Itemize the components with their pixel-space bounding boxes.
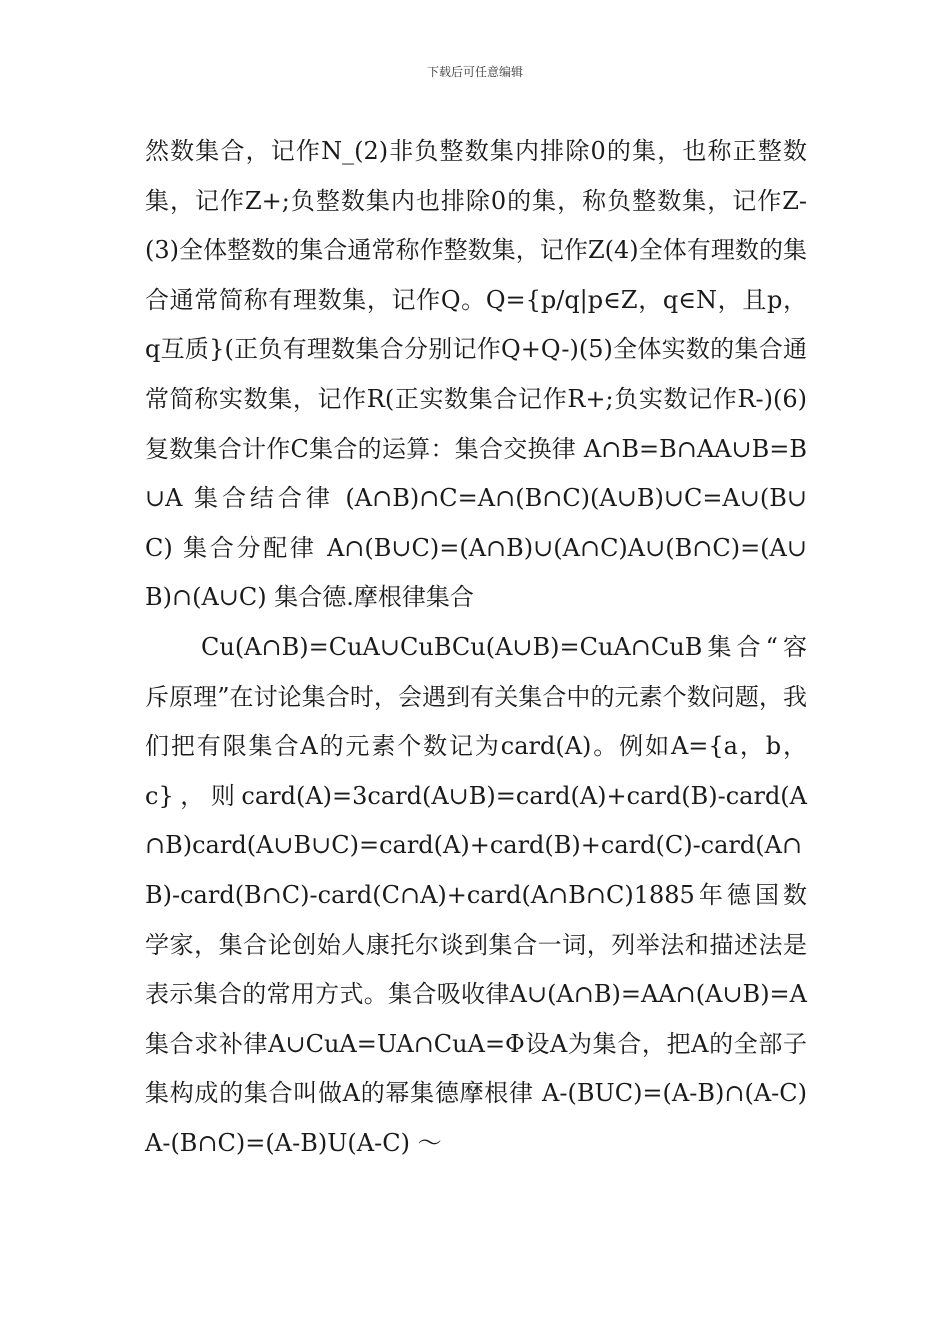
page-header-note: 下载后可任意编辑: [426, 65, 523, 79]
paragraph-inclusion-exclusion: Cu(A∩B)=CuA∪CuBCu(A∪B)=CuA∩CuB集合“容斥原理”在讨论集合时，会遇到有关集合中的元素个数问题，我们把有限集合A的元素个数记为card(A)。例如A={a，b，c}，则card(A)=3card(A∪B)=card(A)+card(B)-card(A∩B)card(A∪B∪C)=card(A)+card(B)+card(C)-card(A∩B)-card(B∩C)-card(C∩A)+card(A∩B∩C)1885年德国数学家，集合论创始人康托尔谈到集合一词，列举法和描述法是表示集合的常用方式。集合吸收律A∪(A∩B)=AA∩(A∪B)=A集合求补律A∪CuA=UA∩CuA=Φ设A为集合，把A的全部子集构成的集合叫做A的幂集德摩根律 A-(BUC)=(A-B)∩(A-C)A-(B∩C)=(A-B)U(A-C) ～: [145, 632, 807, 1157]
paragraph-set-types-and-operations: 然数集合，记作N_(2)非负整数集内排除0的集，也称正整数集，记作Z+;负整数集内也排除0的集，称负整数集，记作Z-(3)全体整数的集合通常称作整数集，记作Z(4)全体有理数的集合通常简称有理数集，记作Q。Q={p/q|p∈Z，q∈N，且p，q互质}(正负有理数集合分别记作Q+Q-)(5)全体实数的集合通常简称实数集，记作R(正实数集合记作R+;负实数记作R-)(6)复数集合计作C集合的运算：集合交换律 A∩B=B∩AA∪B=B∪A 集合结合律 (A∩B)∩C=A∩(B∩C)(A∪B)∪C=A∪(B∪C) 集合分配律 A∩(B∪C)=(A∩B)∪(A∩C)A∪(B∩C)=(A∪B)∩(A∪C) 集合德.摩根律集合: [145, 137, 807, 612]
document-body: [145, 127, 807, 1168]
